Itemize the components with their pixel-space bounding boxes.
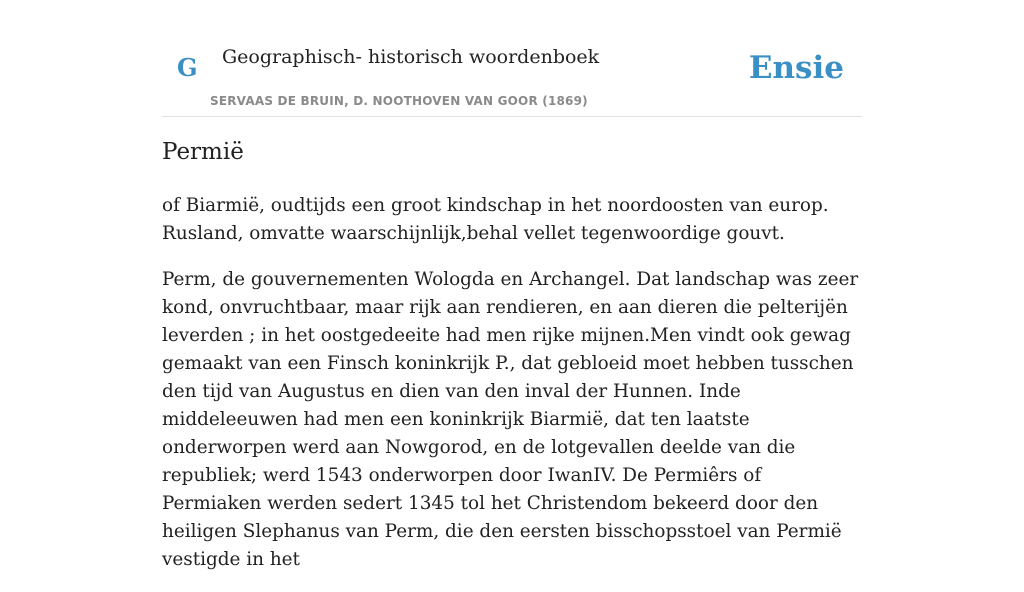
book-title[interactable]: Geographisch- historisch woordenboek [222,46,600,68]
book-logo[interactable]: G [177,53,198,82]
ensie-logo[interactable]: Ensie [748,50,844,86]
book-author: SERVAAS DE BRUIN, D. NOOTHOVEN VAN GOOR (1869) [210,94,588,108]
entry-paragraph-1: of Biarmië, oudtijds een groot kindschap in het noordoosten van europ. Rusland, omvatte waarschijnlijk,behal vellet tegenwoordige gouvt. [162,195,829,244]
entry-content [162,192,862,592]
header [162,0,862,117]
entry-title: Permië [162,139,244,165]
page [162,0,862,570]
entry-paragraph-2: Perm, de gouvernementen Wologda en Archangel. Dat landschap was zeer kond, onvruchtbaar, maar rijk aan rendieren, en aan dieren die pelterijën leverden ; in het oostgedeeite had men rijke mijnen.Men vindt ook gewag gemaakt van een Finsch koninkrijk P., dat gebloeid moet hebben tusschen den tijd van Augustus en dien van den inval der Hunnen. Inde middeleeuwen had men een koninkrijk Biarmië, dat ten laatste onderworpen werd aan Nowgorod, en de lotgevallen deelde van die republiek; werd 1543 onderworpen door IwanIV. De Permiêrs of Permiaken werden sedert 1345 tol het Christendom bekeerd door den heiligen Slephanus van Perm, die den eersten bisschopsstoel van Permië vestigde in het [162,269,859,570]
